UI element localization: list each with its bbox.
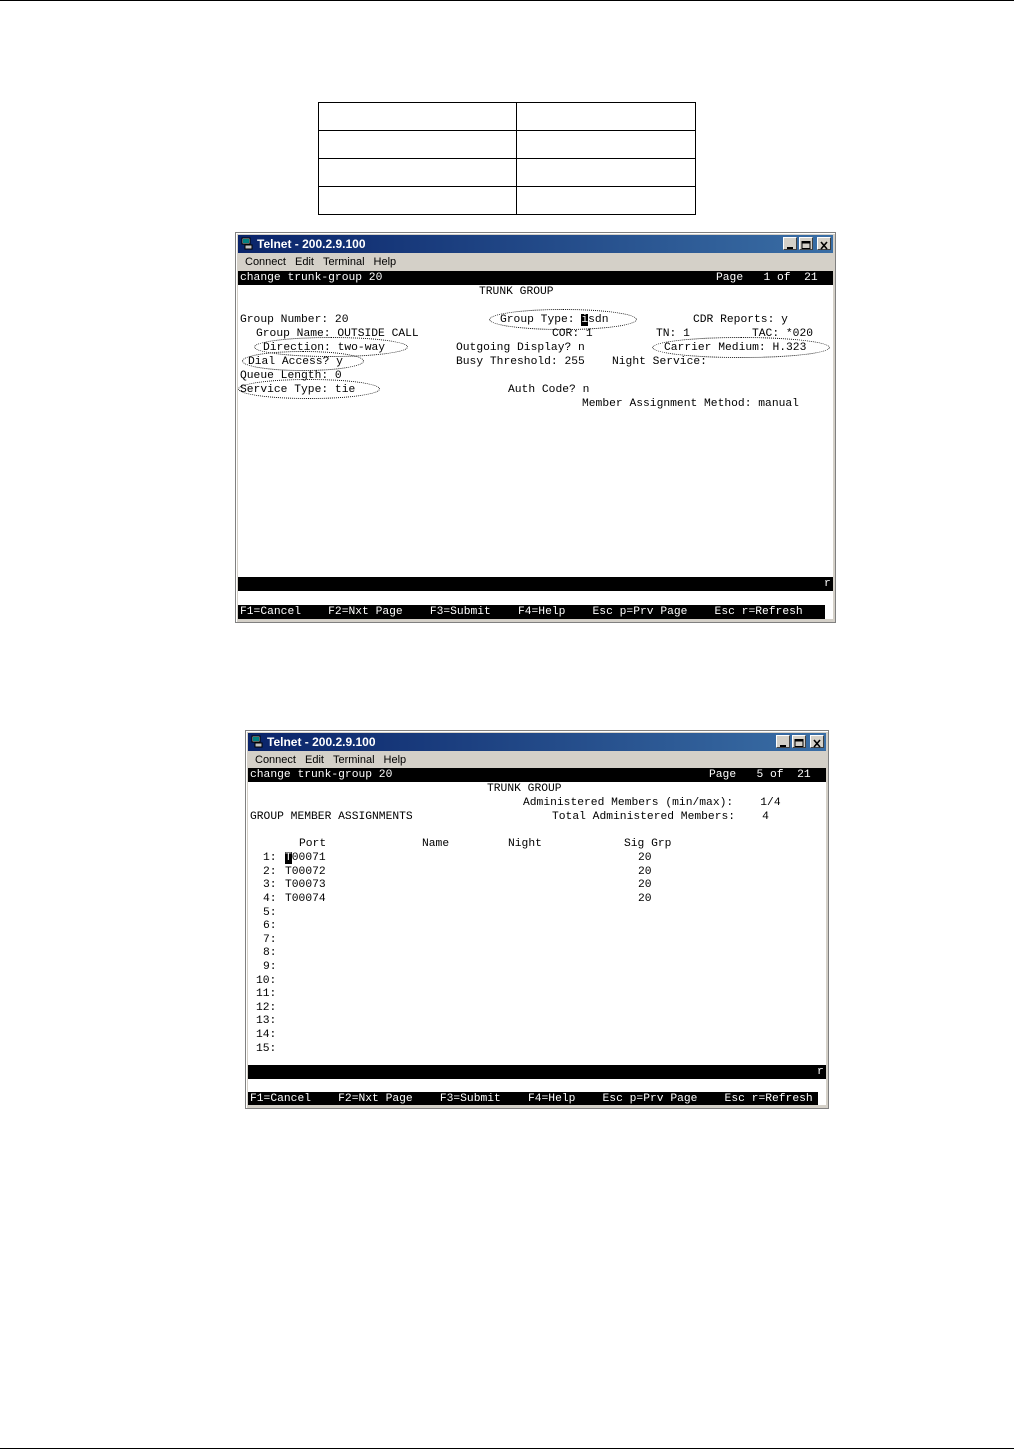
function-key-bar [238,605,825,619]
maximize-button[interactable] [792,735,806,748]
page-indicator: Page 1 of 21 [716,272,818,284]
minimize-button[interactable] [776,735,790,748]
group-type-value: sdn [588,314,609,326]
service-type[interactable]: Service Type: tie [240,384,356,396]
outgoing-display[interactable]: Outgoing Display? n [456,342,585,354]
group-type-field[interactable] [500,313,608,327]
tn[interactable]: TN: 1 [656,328,690,340]
status-char: r [817,1066,824,1078]
row-number: 4: [263,893,277,905]
menu-terminal[interactable]: Terminal [322,256,365,268]
menu-help[interactable]: Help [383,754,407,766]
sig-grp-value[interactable]: 20 [638,866,652,878]
port-value: 00071 [291,852,326,864]
busy-threshold[interactable]: Busy Threshold: 255 [456,356,585,368]
terminal-screen[interactable] [248,768,826,1105]
menu-terminal[interactable]: Terminal [332,754,375,766]
menu-help[interactable]: Help [373,256,397,268]
telnet-window-page1 [235,232,836,623]
administered-members: Administered Members (min/max): 1/4 [523,797,781,809]
table-cell [517,187,696,215]
maximize-button[interactable] [799,237,813,250]
port-value[interactable]: T00072 [285,866,326,878]
row-number: 6: [263,920,277,932]
section-title: GROUP MEMBER ASSIGNMENTS [250,811,413,823]
row-number: 12: [256,1002,277,1014]
top-rule [0,0,1014,1]
function-keys[interactable]: F1=Cancel F2=Nxt Page F3=Submit F4=Help Esc p=Prv Page Esc r=Refresh [250,1093,813,1105]
terminal-screen[interactable] [238,271,833,619]
port-field[interactable] [285,851,326,865]
close-button[interactable] [810,735,824,748]
window-title: Telnet - 200.2.9.100 [257,237,366,251]
group-number: Group Number: 20 [240,314,349,326]
port-value[interactable]: T00073 [285,879,326,891]
close-icon [811,738,823,749]
column-header-port: Port [299,838,327,850]
row-number: 2: [263,866,277,878]
column-header-night: Night [508,838,542,850]
minimize-icon [784,240,796,251]
table-cell [319,187,517,215]
title-bar[interactable] [248,733,826,751]
menu-edit[interactable]: Edit [304,754,324,766]
row-number: 11: [256,988,277,1000]
minimize-icon [777,738,789,749]
row-number: 7: [263,934,277,946]
total-administered-members: Total Administered Members: 4 [552,811,769,823]
telnet-app-icon [241,237,254,250]
carrier-medium[interactable]: Carrier Medium: H.323 [664,342,807,354]
queue-length[interactable]: Queue Length: 0 [240,370,342,382]
row-number: 5: [263,907,277,919]
column-header-name: Name [422,838,450,850]
menu-bar [240,254,400,270]
menu-edit[interactable]: Edit [294,256,314,268]
cdr-reports[interactable]: CDR Reports: y [693,314,788,326]
row-number: 9: [263,961,277,973]
header-bar [238,271,833,285]
bottom-rule [0,1448,1014,1449]
table-cell [319,103,517,131]
menu-bar [250,752,410,768]
group-name[interactable]: Group Name: OUTSIDE CALL [256,328,419,340]
auth-code[interactable]: Auth Code? n [508,384,590,396]
function-key-bar [248,1092,818,1105]
direction[interactable]: Direction: two-way [263,342,386,354]
text-cursor: T [285,852,292,864]
row-number: 3: [263,879,277,891]
port-value[interactable]: T00074 [285,893,326,905]
row-number: 1: [263,852,277,864]
sig-grp-value[interactable]: 20 [638,893,652,905]
window-title: Telnet - 200.2.9.100 [267,735,376,749]
table-cell [517,103,696,131]
telnet-app-icon [251,735,264,748]
status-bar [248,1065,826,1079]
status-char: r [824,578,831,590]
header-bar [248,768,826,782]
member-assignment-method[interactable]: Member Assignment Method: manual [582,398,799,410]
page-indicator: Page 5 of 21 [709,769,811,781]
text-cursor: i [581,314,589,326]
screen-heading: TRUNK GROUP [487,783,562,795]
row-number: 15: [256,1043,277,1055]
screen-heading: TRUNK GROUP [479,286,554,298]
column-header-sig-grp: Sig Grp [624,838,672,850]
close-icon [818,240,830,251]
table-cell [517,159,696,187]
sig-grp-value[interactable]: 20 [638,879,652,891]
night-service[interactable]: Night Service: [612,356,707,368]
row-number: 8: [263,947,277,959]
table-cell [319,131,517,159]
telnet-window-page5 [245,730,829,1109]
row-number: 14: [256,1029,277,1041]
empty-table [318,102,696,215]
row-number: 13: [256,1015,277,1027]
group-type-label: Group Type: [500,314,582,326]
sig-grp-value[interactable]: 20 [638,852,652,864]
maximize-icon [793,738,805,749]
close-button[interactable] [817,237,831,250]
minimize-button[interactable] [783,237,797,250]
tac[interactable]: TAC: *020 [752,328,814,340]
status-bar [238,577,833,591]
menu-connect[interactable]: Connect [255,754,296,766]
row-number: 10: [256,975,277,987]
title-bar[interactable] [238,235,833,253]
dial-access[interactable]: Dial Access? y [248,356,343,368]
menu-connect[interactable]: Connect [245,256,286,268]
command-line: change trunk-group 20 [250,769,393,781]
cor[interactable]: COR: 1 [552,328,593,340]
table-cell [319,159,517,187]
command-line: change trunk-group 20 [240,272,383,284]
function-keys[interactable]: F1=Cancel F2=Nxt Page F3=Submit F4=Help Esc p=Prv Page Esc r=Refresh [240,606,803,618]
table-cell [517,131,696,159]
maximize-icon [800,240,812,251]
